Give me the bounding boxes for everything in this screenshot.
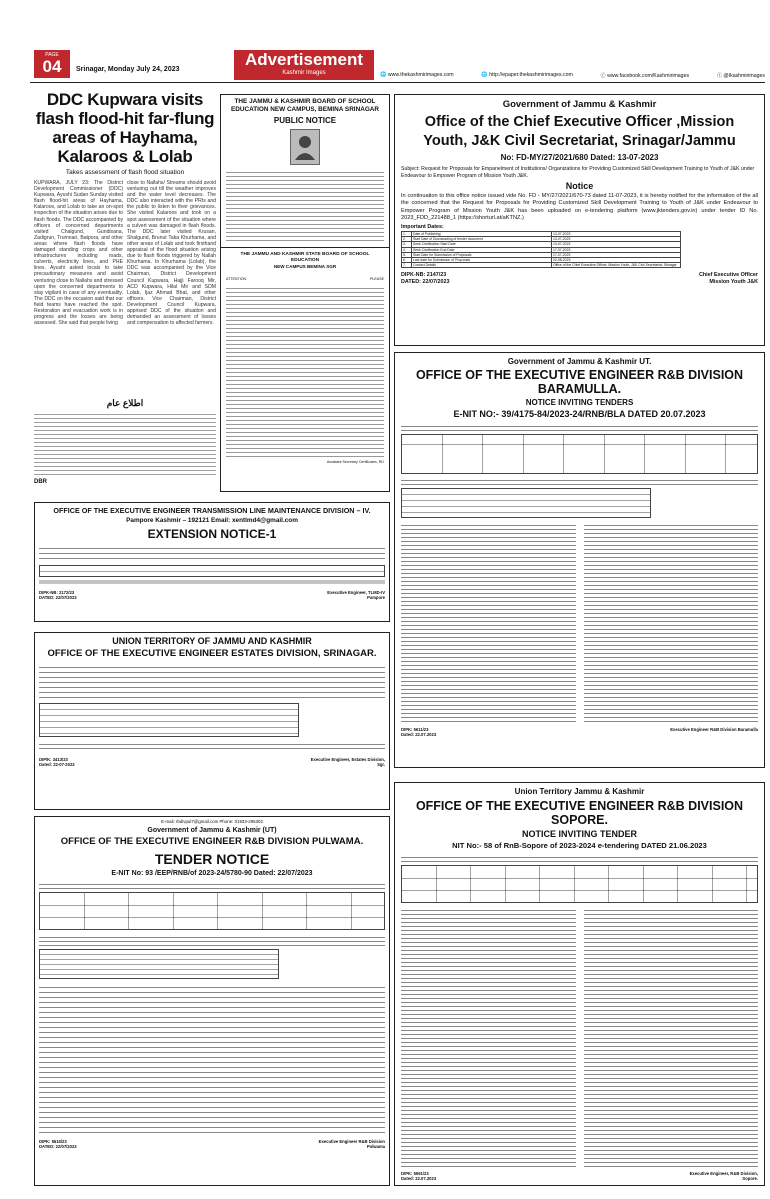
pulwama-email: E-mail: rbdivpul7@gmail.com Phone: 01933-295302 <box>161 819 263 824</box>
pulwama-nit-no: E-NIT No: 93 /EEP/RNB/of 2023-24/5780-90 Dated: 22/07/2023 <box>111 870 313 877</box>
transmission-subtitle: Pampore Kashmir – 192121 Email: xentlmd4@gmail.com <box>126 517 298 524</box>
sopore-notice-title: NOTICE INVITING TENDER <box>521 829 637 839</box>
sopore-signer: Executive Engineer, R&B Division, Sopore. <box>689 1171 758 1181</box>
ceo-dates-table <box>401 231 681 268</box>
baramulla-para <box>401 477 758 485</box>
ceo-dates-cell: Office of the Chief Executive Officer, Mission Youth, J&K Civil Secretariat, Srinagar <box>552 263 681 268</box>
baramulla-dated: Dated: 22.07.2023 <box>401 732 437 737</box>
ceo-gov: Government of Jammu & Kashmir <box>502 99 657 110</box>
twitter-link-text[interactable]: @Ikashmirimages <box>723 73 765 79</box>
baramulla-notice <box>394 352 765 768</box>
ceo-ref: DIPK-NB: 2147/23 <box>401 272 447 279</box>
urdu-title: اطلاع عام <box>106 398 144 408</box>
baramulla-notice-title: NOTICE INVITING TENDERS <box>525 398 634 407</box>
ceo-dates-cell: 02-08-2023 <box>552 258 681 263</box>
jkbose2-subtitle: NEW CAMPUS BEMINA SGR <box>273 264 337 269</box>
baramulla-ref: DIPK: 5611/23 <box>401 727 429 732</box>
epaper-link-text[interactable]: http://epaper.thekashmirimages.com <box>489 72 573 78</box>
date-line: Srinagar, Monday July 24, 2023 <box>76 66 180 73</box>
section-title: Advertisement <box>244 50 364 69</box>
pulwama-conditions <box>39 983 385 1133</box>
ceo-body: In continuation to this office notice issued vide No. FD - MY/27/2021/670-73 dated 11-07-2023, it is hereby notified for the information of the all the concerned that the Request for Proposals for Providing Customized Skill Development Training to Youth of J&K under Endeavour to Empower Program of Mission Youth J&K has been uploaded on e-tendering platform (www.jktenders.gov.in) under tender ID No. 2023_FDD_221488_1 (https://shorturl.at/aKTNZ.) <box>401 193 758 221</box>
pulwama-intro <box>39 881 385 889</box>
sopore-conditions-left <box>401 907 576 1167</box>
social-links <box>380 72 765 79</box>
ceo-dates-cell: 6. <box>402 258 412 263</box>
baramulla-conditions-left <box>401 522 576 724</box>
jkbose-body-2 <box>226 285 384 457</box>
pulwama-signer: Executive Engineer R&B Division Pulwama <box>318 1139 385 1149</box>
pulwama-gov: Government of Jammu & Kashmir (UT) <box>147 827 277 834</box>
news-subhead: Takes assessment of flash flood situation <box>65 169 185 176</box>
pulwama-ref: DIPK: 5615/23 <box>39 1139 67 1144</box>
ceo-dates-cell: Date of Publishing <box>412 232 552 237</box>
ceo-dates-cell: Start Date of Downloading of tender document <box>412 237 552 242</box>
jkbose-title: THE JAMMU & KASHMIR BOARD OF SCHOOL EDUCATION NEW CAMPUS, BEMINA SRINAGAR <box>230 98 380 113</box>
candidate-photo <box>290 129 320 165</box>
transmission-signer: Executive Engineer, TLMD-IV Pampore <box>327 590 385 600</box>
ceo-dates-cell: Last date for Submission of Proposals <box>412 258 552 263</box>
page-number-badge <box>34 50 70 78</box>
ceo-notice-title: Notice <box>565 181 594 192</box>
news-col-1: KUPWARA, JULY 23: The District Development Commissioner (DDC) Kupwara, Ayushi Sudan Sunday visited flash flood-hit areas of Hayhama, Kalaroos, and Lolab to take an on-spot inspection of the situation arises due to flash floods. The DDC accompanied by officers of concerned departments visited Chalgund, Gundisana, Zadigrun, Trumnari, Batpora, and other areas where flash floods have damaged standing crops and other infrastructures including roads, culverts, electricity lines, and PHE lines. Ayushi asked locals to take precautionary measures and avoid venturing close to Nallahs and stressed upon the concerned departments to stay vigilant in case of any eventuality. The DDC on the occasion said that our field teams have reached the spot. Restoration and evacuation work is in progress and the losses are being assessed. She said that people living <box>34 180 123 327</box>
jkbose2-title: THE JAMMU AND KASHMIR STATE BOARD OF SCHOOL EDUCATION <box>240 252 370 263</box>
pulwama-dated: DATED: 22/07/2023 <box>39 1144 77 1149</box>
pulwama-title: OFFICE OF THE EXECUTIVE ENGINEER R&B DIVISION PULWAMA. <box>60 836 364 847</box>
sopore-ut: Union Territory Jammu & Kashmir <box>514 787 645 796</box>
ceo-dates-cell: Contact Details <box>412 263 552 268</box>
news-col-2: close to Nallahs/ Streams should avoid venturing out till the weather improves and the water level decreases. The DDC also interacted with the PRIs and the public to listen to their grievances. She visited Kalaroos and took on a spot assessment of the situation where a culvert was damaged in flash floods. The DDC later visited Krusan, Shalgund, Brunut Taka Khurhama, and other areas of Lolab and took firsthand appraisal of the flood situation arising due to flash floods triggered by Nallah Khurhama. In Khurhama (Lolab), the DDC was accompanied by the Vice Chairman, District Development Council Kupwara, Hajji Farooq Mir, ACD Kupwara, Hilal Mir and SDM Lolab, Ijaz Ahmad Bhat, and other officers. Vice Chairman, District Development Council Kupwara, apprised DDC of the situation and demanded an assessment of losses and compensation to affected farmers. <box>127 180 216 327</box>
ceo-dates-cell: 2. <box>402 237 412 242</box>
estates-title: OFFICE OF THE EXECUTIVE ENGINEER ESTATES DIVISION, SRINAGAR. <box>47 648 377 659</box>
ceo-title: Office of the Chief Executive Officer ,Mission Youth, J&K Civil Secretariat, Srinagar/Jammu <box>423 114 736 149</box>
baramulla-gov: Government of Jammu & Kashmir UT. <box>507 357 652 366</box>
pulwama-dates-table <box>39 949 279 979</box>
jkbose-body-1 <box>226 169 384 243</box>
epaper-link[interactable]: 🌐 http://epaper.thekashmirimages.com <box>481 72 573 78</box>
ceo-dates-cell: 17-07-2023 <box>552 247 681 252</box>
jkbose-subtitle: PUBLIC NOTICE <box>273 116 337 125</box>
jkbose-signature: Assistant Secretary Certificates, RD <box>326 460 384 464</box>
transmission-body <box>39 544 385 562</box>
ceo-dates-cell: Seek Clarification Start Date <box>412 242 552 247</box>
masthead <box>0 0 770 84</box>
ceo-dates-cell: 7. <box>402 263 412 268</box>
page-number: 04 <box>42 57 62 76</box>
ceo-dates-cell: 13-07-2023 <box>552 232 681 237</box>
twitter-link[interactable] <box>717 72 765 79</box>
baramulla-intro <box>401 423 758 431</box>
urdu-notice <box>34 398 216 490</box>
facebook-icon: ⓕ <box>600 73 606 79</box>
baramulla-conditions-right <box>584 522 759 724</box>
urdu-tag: DBR <box>34 479 47 485</box>
ceo-dates-cell: Start Date for Submission of Proposals <box>412 252 552 257</box>
twitter-icon: ⓣ <box>716 73 722 79</box>
transmission-footnote <box>39 580 385 584</box>
mission-youth-notice <box>394 94 765 346</box>
masthead-rule <box>30 82 765 83</box>
ceo-dates-cell: 3. <box>402 242 412 247</box>
please-label: PLEASE <box>370 277 384 281</box>
news-headline: DDC Kupwara visits flash flood-hit far-flung areas of Hayhama, Kalaroos & Lolab <box>35 90 215 166</box>
sopore-dated: Dated: 22.07.2023 <box>401 1176 437 1181</box>
estates-notice <box>34 632 390 810</box>
ceo-dates-cell: 13-07-2023 <box>552 242 681 247</box>
ceo-dates-cell: 4. <box>402 247 412 252</box>
pulwama-works-table <box>39 892 385 930</box>
estates-signer: Executive Engineer, Estates Division, Sgr. <box>310 757 385 767</box>
baramulla-dates-table <box>401 488 651 518</box>
section-banner <box>234 50 374 80</box>
pulwama-para <box>39 934 385 946</box>
sopore-ref: DIPK: 5591/23 <box>401 1171 429 1176</box>
estates-ut: UNION TERRITORY OF JAMMU AND KASHMIR <box>112 636 312 646</box>
jkbose-notice <box>220 94 390 492</box>
estates-footnote <box>39 741 385 749</box>
sopore-title: OFFICE OF THE EXECUTIVE ENGINEER R&B DIVISION SOPORE. <box>415 799 744 827</box>
facebook-link[interactable] <box>601 72 690 79</box>
transmission-notice <box>34 502 390 622</box>
urdu-body <box>34 411 216 477</box>
sopore-conditions-right <box>584 907 759 1167</box>
ceo-subject: Subject: Request for Proposals for Empanelment of Institutions/ Organizations for Providing Customized Skill Development Training to Youth of J&K under Endeavour to Empower Program of Mission Youth J&K. <box>401 166 755 179</box>
person-icon <box>295 134 315 160</box>
sopore-intro <box>401 854 758 862</box>
baramulla-signer: Executive Engineer R&B Division Baramulla <box>670 727 758 732</box>
ceo-dates-cell: Seek Clarification End Date <box>412 247 552 252</box>
pulwama-notice <box>34 816 390 1186</box>
facebook-link-text[interactable]: www.facebook.com/Kashmirimages <box>607 73 690 79</box>
ceo-dates-cell: 5. <box>402 252 412 257</box>
page-label: PAGE <box>45 52 59 58</box>
ceo-dates-label: Important Dates: <box>401 224 444 230</box>
website-link-text[interactable]: www.thekashmirimages.com <box>387 72 454 78</box>
estates-dated: Dated: 22-07-2023 <box>39 762 75 767</box>
ceo-signer: Chief Executive Officer Mission Youth J&K <box>698 272 758 286</box>
ceo-dated: DATED: 22/07/2023 <box>401 279 450 286</box>
ceo-dates-row <box>402 263 681 268</box>
sopore-nit-no: NIT No:- 58 of RnB-Sopore of 2023-2024 e-tendering DATED 21.06.2023 <box>452 841 707 850</box>
estates-body <box>39 663 385 699</box>
transmission-title: OFFICE OF THE EXECUTIVE ENGINEER TRANSMISSION LINE MAINTENANCE DIVISION – IV. <box>53 506 371 515</box>
transmission-ref: DIPK-NB: 2172/23 <box>39 590 75 595</box>
sopore-notice <box>394 782 765 1186</box>
ceo-number: No: FD-MY/27/2021/680 Dated: 13-07-2023 <box>500 153 659 162</box>
transmission-table <box>39 565 385 577</box>
baramulla-title: OFFICE OF THE EXECUTIVE ENGINEER R&B DIVISION BARAMULLA. <box>415 368 744 396</box>
sopore-works-table <box>401 865 758 903</box>
section-sub: Kashmir Images <box>282 70 326 76</box>
transmission-dated: DATED: 22/07/2023 <box>39 595 77 600</box>
ceo-dates-cell: 17-07-2023 <box>552 252 681 257</box>
ceo-dates-cell: 1. <box>402 232 412 237</box>
estates-table <box>39 703 299 737</box>
website-link[interactable]: 🌐 www.thekashmirimages.com <box>380 72 454 78</box>
jkbose-divider <box>221 247 389 248</box>
estates-ref: DIP/K: 3413/23 <box>39 757 68 762</box>
baramulla-nit-no: E-NIT NO:- 39/4175-84/2023-24/RNB/BLA DATED 20.07.2023 <box>453 409 706 419</box>
attention-label: ATTENTION <box>226 277 247 281</box>
ceo-dates-cell: 13-07-2023 <box>552 237 681 242</box>
pulwama-notice-title: TENDER NOTICE <box>154 851 270 867</box>
baramulla-works-table <box>401 434 758 474</box>
transmission-notice-title: EXTENSION NOTICE-1 <box>147 527 277 541</box>
